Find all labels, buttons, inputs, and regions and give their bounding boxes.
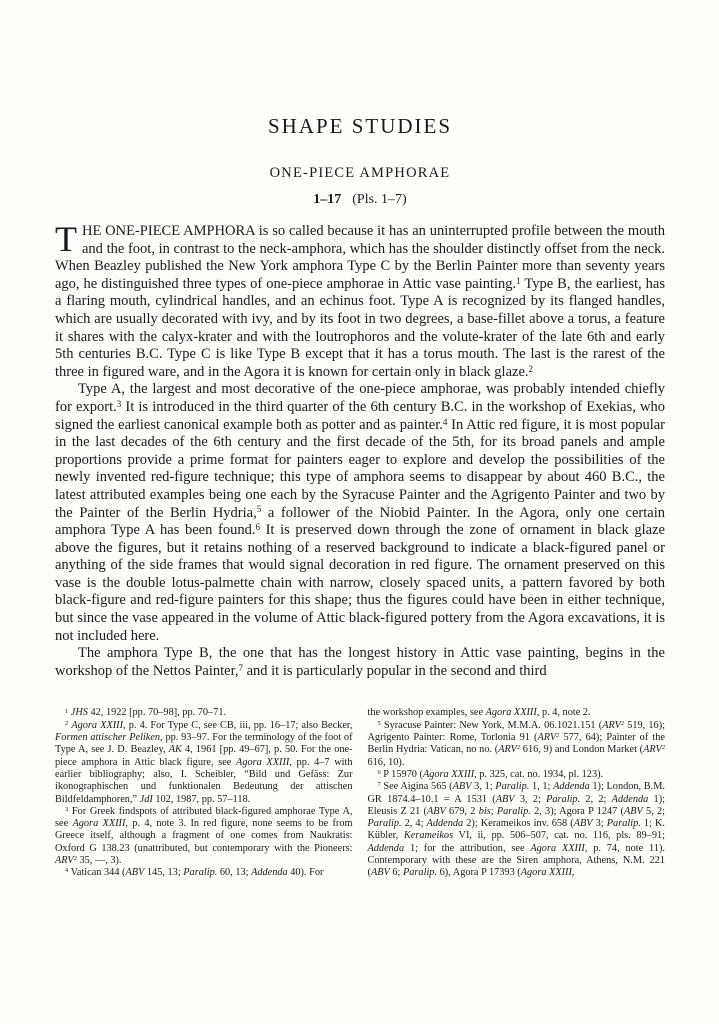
body-text [55,219,665,680]
footnotes-left-column [55,707,353,879]
dropcap-initial: T [55,219,77,259]
paragraph-1-text: HE ONE-PIECE AMPHORA is so called because it has an uninterrupted profile between the mouth and the foot, in contrast to the neck-amphora, which has the shoulder distinctly offset from the neck. When Beazley published the New York amphora Type C by the Berlin Painter more than seventy years ago, he distinguished three types of one-piece amphorae in Attic vase painting.$^1$ Type B, the earliest, has a flaring mouth, cylindrical handles, and an echinus foot. Type A is recognized by its flanged handles, which are usually decorated with ivy, and by its foot in two degrees, a base-fillet above a torus, a feature it shares with the calyx-krater and with the loutrophoros and the volute-krater of the late 6th and early 5th centuries B.C. Type C is like Type B except that it has a torus mouth. The last is the rarest of the three in figured ware, and in the Agora it is known for certain only in black glaze.$^2$ [55,223,665,380]
paragraph-1 [55,219,665,381]
footnote-2: $^2$ Agora XXIII, p. 4. For Type C, see CB, iii, pp. 16–17; also Becker, Formen attischer Peliken, pp. 93–97. For the terminology of the foot of Type A, see J. D. Beazley, AK 4, 1961 [pp. 49–67], p. 50. For the one-piece amphora in Attic black figure, see Agora XXIII, pp. 4–7 with earlier bibliography; also, I. Scheibler, “Bild und Gefäss: Zur ikonographischen und funktionalen Bedeutung der attischen Bildfeldamphoren,” JdI 102, 1987, pp. 57–118. [55,719,353,805]
paragraph-2 [55,381,665,645]
paragraph-3 [55,645,665,680]
footnote-1: $^1$ JHS 42, 1922 [pp. 70–98], pp. 70–71. [65,707,227,719]
footnote-5: $^5$ Syracuse Painter: New York, M.M.A. 06.1021.151 (ARV$^2$ 519, 16); Agrigento Painter: Rome, Torlonia 91 (ARV$^2$ 577, 64); Painter of the Berlin Hydria: Vatican, no no. (ARV$^2$ 616, 9) and London Market (ARV$^2$ 616, 10). [367,719,665,768]
catalogue-range-line [55,191,665,208]
footnote-6: $^6$ P 15970 (Agora XXIII, p. 325, cat. no. 1934, pl. 123). [377,768,604,780]
plates-reference: (Pls. 1–7) [352,192,407,207]
paragraph-2-text: Type A, the largest and most decorative of the one-piece amphorae, was probably intended chiefly for export.$^3$ It is introduced in the third quarter of the 6th century B.C. in the workshop of Exekias, who signed the earliest canonical example both as potter and as painter.$^4$ In Attic red figure, it is most popular in the last decades of the 6th century and the first decade of the 5th, for its broad panels and ample proportions provide a prime format for painters eager to explore and develop the possibilities of the newly invented red-figure technique; this type of amphora seems to disappear by about 460 B.C., the latest attributed examples being one each by the Syracuse Painter and the Agrigento Painter and two by the Painter of the Berlin Hydria,$^5$ a follower of the Niobid Painter. In the Agora, only one certain amphora Type A has been found.$^6$ It is preserved down through the zone of ornament in black glaze above the figures, but it retains nothing of a reserved background to indicate a black-figured panel or anything of the side frames that would signal decoration in red figure. The ornament preserved on this vase is the double lotus-palmette chain with narrow, closely spaced units, a pattern favored by both black-figure and red-figure painters for this shape; thus the figures could have been in either technique, but since the vase appeared in the volume of Attic black-figured pottery from the Agora excavations, it is not included here. [55,381,665,644]
footnotes-section [55,707,665,879]
footnote-4-part-1: $^4$ Vatican 344 (ABV 145, 13; Paralip. 60, 13; Addenda 40). For [65,867,324,879]
footnote-7: $^7$ See Aigina 565 (ABV 3, 1; Paralip. 1, 1; Addenda 1); London, B.M. GR 1874.4–10.1 = A 1531 (ABV 3, 2; Paralip. 2, 2; Addenda 1); Eleusis Z 21 (ABV 679, 2 bis; Paralip. 2, 3); Agora P 1247 (ABV 5, 2; Paralip. 2, 4; Addenda 2); Kerameikos inv. 658 (ABV 3; Paralip. 1; K. Kübler, Kerameikos VI, ii, pp. 506–507, cat. no. 116, pls. 89–91; Addenda 1; for the attribution, see Agora XXIII, p. 74, note 11). Contemporary with these are the Siren amphora, Athens, N.M. 221 (ABV 6; Paralip. 6), Agora P 17393 (Agora XXIII, [367,781,666,879]
section-heading: ONE-PIECE AMPHORAE [269,165,451,181]
footnote-3: $^3$ For Greek findspots of attributed black-figured amphorae Type A, see Agora XXIII, p. 4, note 3. In red figure, none seems to be from Greece itself, although a fragment of one comes from Naukratis: Oxford G 138.23 (unattributed, but contemporary with the Pioneers: ARV$^2$ 35, —, 3). [55,805,353,866]
footnotes-right-column [368,707,666,879]
footnote-4-continuation: the workshop examples, see Agora XXIII, p. 4, note 2. [367,707,591,719]
page-title: SHAPE STUDIES [267,114,453,138]
catalogue-range: 1–17 [313,192,342,207]
paragraph-3-text: The amphora Type B, the one that has the longest history in Attic vase painting, begins in the workshop of the Nettos Painter,$^7$ and it is particularly popular in the second and third [55,645,665,679]
